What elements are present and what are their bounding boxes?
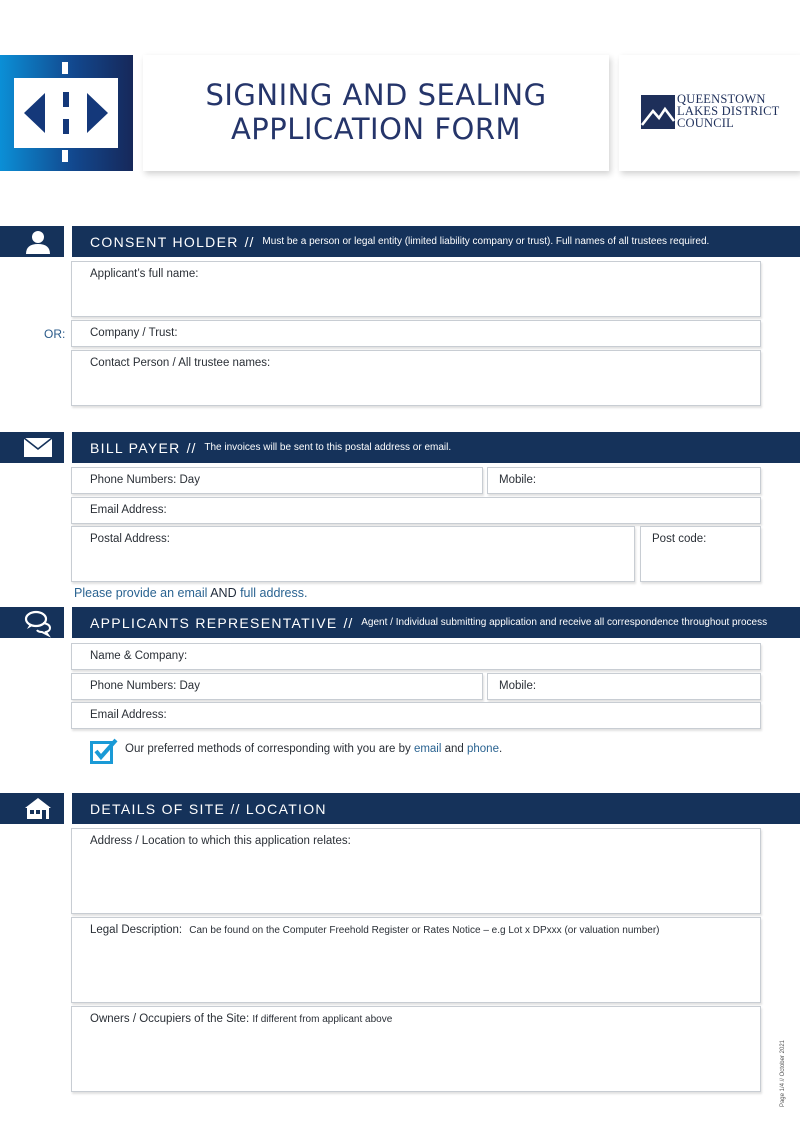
postal-address-label: Postal Address: <box>90 533 170 545</box>
page-title-line2: APPLICATION FORM <box>230 112 522 146</box>
consent-holder-title: CONSENT HOLDER <box>90 233 239 250</box>
owners-occupiers-label: Owners / Occupiers of the Site: <box>90 1013 250 1025</box>
bill-payer-icon-box <box>0 432 64 463</box>
page-title-line1: SIGNING AND SEALING <box>205 78 547 112</box>
bill-mobile-label: Mobile: <box>499 474 537 486</box>
applicant-name-label: Applicant’s full name: <box>90 268 199 280</box>
reminder-suffix: full address. <box>236 586 308 600</box>
logo-dash-top <box>62 62 68 74</box>
rep-email-label: Email Address: <box>90 709 167 721</box>
representative-icon-box <box>0 607 64 638</box>
consent-holder-header <box>72 226 800 257</box>
consent-holder-separator: // <box>244 233 255 250</box>
house-icon <box>0 793 64 824</box>
bill-payer-title: BILL PAYER <box>90 439 181 456</box>
reminder-prefix: Please provide an email <box>74 586 211 600</box>
postal-address-field[interactable] <box>71 526 635 582</box>
reminder-and: AND <box>210 586 237 600</box>
bill-reminder <box>74 586 307 600</box>
legal-description-field[interactable] <box>71 917 761 1003</box>
contact-person-label: Contact Person / All trustee names: <box>90 357 271 369</box>
pref-email: email <box>413 743 442 755</box>
contact-person-field[interactable] <box>71 350 761 406</box>
site-header <box>72 793 800 824</box>
council-name <box>677 93 779 129</box>
company-trust-label: Company / Trust: <box>90 327 178 339</box>
legal-description-label: Legal Description: <box>90 924 183 936</box>
company-trust-field[interactable] <box>71 320 761 347</box>
or-label: OR: <box>44 327 66 341</box>
rep-phone-label: Phone Numbers: Day <box>90 680 200 692</box>
council-line1: QUEENSTOWN <box>677 92 766 106</box>
site-address-label: Address / Location to which this application relates: <box>90 835 351 847</box>
speech-bubbles-icon <box>0 607 64 638</box>
rep-email-field[interactable] <box>71 702 761 729</box>
bill-email-label: Email Address: <box>90 504 167 516</box>
rep-mobile-label: Mobile: <box>499 680 537 692</box>
pref-phone: phone <box>467 743 499 755</box>
preferred-contact-text <box>125 743 502 755</box>
rep-name-company-label: Name & Company: <box>90 650 188 662</box>
pref-end: . <box>498 743 503 755</box>
site-title: DETAILS OF SITE // LOCATION <box>90 800 327 817</box>
envelope-icon <box>0 432 64 463</box>
bill-payer-note: The invoices will be sent to this postal address or email. <box>204 442 452 453</box>
bill-payer-header <box>72 432 800 463</box>
page-number-text: Page 1/4 // October 2021 <box>780 1040 786 1108</box>
owners-occupiers-note: If different from applicant above <box>252 1014 393 1025</box>
council-line2: LAKES DISTRICT <box>677 104 780 118</box>
person-icon <box>0 226 64 257</box>
site-address-field[interactable] <box>71 828 761 914</box>
rep-mobile-field[interactable] <box>487 673 761 700</box>
council-line3: COUNCIL <box>677 116 734 130</box>
bill-phone-label: Phone Numbers: Day <box>90 474 200 486</box>
arrows-logo-icon <box>14 78 118 148</box>
bill-email-field[interactable] <box>71 497 761 524</box>
postcode-field[interactable] <box>640 526 761 582</box>
page-title <box>143 78 609 146</box>
page-footer <box>780 1040 792 1108</box>
postcode-label: Post code: <box>652 533 707 545</box>
owners-occupiers-field[interactable] <box>71 1006 761 1092</box>
site-icon-box <box>0 793 64 824</box>
bill-phone-field[interactable] <box>71 467 483 494</box>
applicant-name-field[interactable] <box>71 261 761 317</box>
checkbox-checked-icon[interactable] <box>90 738 118 764</box>
consent-holder-note: Must be a person or legal entity (limited liability company or trust). Full names of all trustees required. <box>262 236 710 247</box>
representative-header <box>72 607 800 638</box>
logo-panel <box>14 78 118 148</box>
legal-description-note: Can be found on the Computer Freehold Register or Rates Notice – e.g Lot x DPxxx (or valuation number) <box>189 925 660 936</box>
bill-payer-separator: // <box>186 439 197 456</box>
representative-separator: // <box>343 614 354 631</box>
mountain-logo-icon <box>641 95 677 129</box>
rep-phone-field[interactable] <box>71 673 483 700</box>
logo-dash-bottom <box>62 150 68 162</box>
bill-mobile-field[interactable] <box>487 467 761 494</box>
pref-prefix: Our preferred methods of corresponding with you are by <box>125 743 414 755</box>
representative-note: Agent / Individual submitting application and receive all correspondence throughout process <box>361 617 768 628</box>
consent-holder-icon-box <box>0 226 64 257</box>
rep-name-company-field[interactable] <box>71 643 761 670</box>
representative-title: APPLICANTS REPRESENTATIVE <box>90 614 338 631</box>
pref-and: and <box>441 743 467 755</box>
